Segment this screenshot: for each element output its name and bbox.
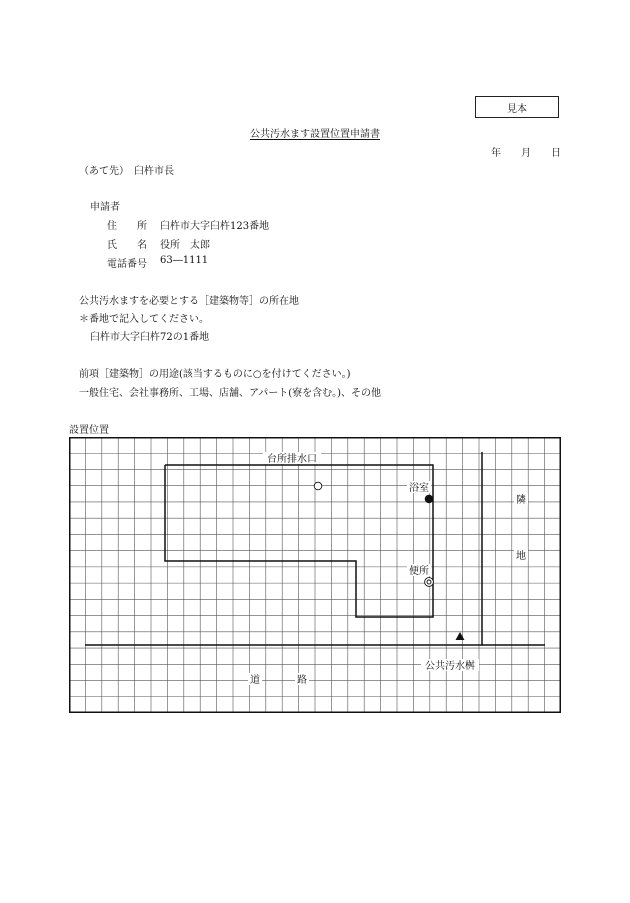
- location-note: ＊番地で記入してください。: [79, 314, 209, 325]
- public-basin-label: 公共汚水桝: [425, 661, 475, 672]
- date-month-label: 月: [521, 148, 531, 159]
- road-label-2: 路: [297, 675, 307, 686]
- grid-lines: [69, 437, 561, 713]
- phone-value: 63―1111: [160, 255, 209, 266]
- building-outline: [165, 465, 433, 617]
- date-year-label: 年: [491, 148, 501, 159]
- name-value: 役所 太郎: [160, 240, 210, 251]
- addressee-line: （あて先） 臼杵市長: [79, 166, 174, 177]
- neighbor-label-1: 隣: [516, 495, 526, 506]
- usage-heading: 前項［建築物］の用途(該当するものに○を付けてください。): [79, 369, 351, 380]
- address-value: 臼杵市大字臼杵123番地: [160, 221, 270, 232]
- kitchen-drain-label: 台所排水口: [267, 454, 317, 465]
- sample-label: 見本: [507, 103, 527, 115]
- site-plan-diagram: [69, 437, 561, 713]
- sample-stamp-box: [475, 96, 559, 118]
- location-heading: 公共汚水ますを必要とする［建築物等］の所在地: [79, 296, 299, 307]
- kitchen-drain-open-circle: [314, 482, 322, 490]
- neighbor-label-2: 地: [516, 551, 526, 562]
- bathroom-drain-filled-circle: [425, 495, 433, 503]
- toilet-double-circle-inner: [427, 580, 431, 584]
- location-value: 臼杵市大字臼杵72の1番地: [90, 332, 210, 343]
- document-title: 公共汚水ます設置位置申請書: [250, 129, 380, 140]
- address-label: 住 所: [107, 221, 147, 232]
- usage-options: 一般住宅、会社事務所、工場、店舗、アパート(寮を含む。)、その他: [79, 388, 382, 399]
- bathroom-label: 浴室: [409, 483, 429, 494]
- applicant-heading: 申請者: [90, 202, 120, 213]
- public-basin-triangle: [456, 632, 465, 640]
- date-day-label: 日: [551, 148, 561, 159]
- phone-label: 電話番号: [107, 259, 147, 270]
- toilet-label: 便所: [409, 566, 429, 577]
- diagram-section-label: 設置位置: [69, 425, 109, 436]
- road-label-1: 道: [250, 675, 260, 686]
- name-label: 氏 名: [107, 240, 147, 251]
